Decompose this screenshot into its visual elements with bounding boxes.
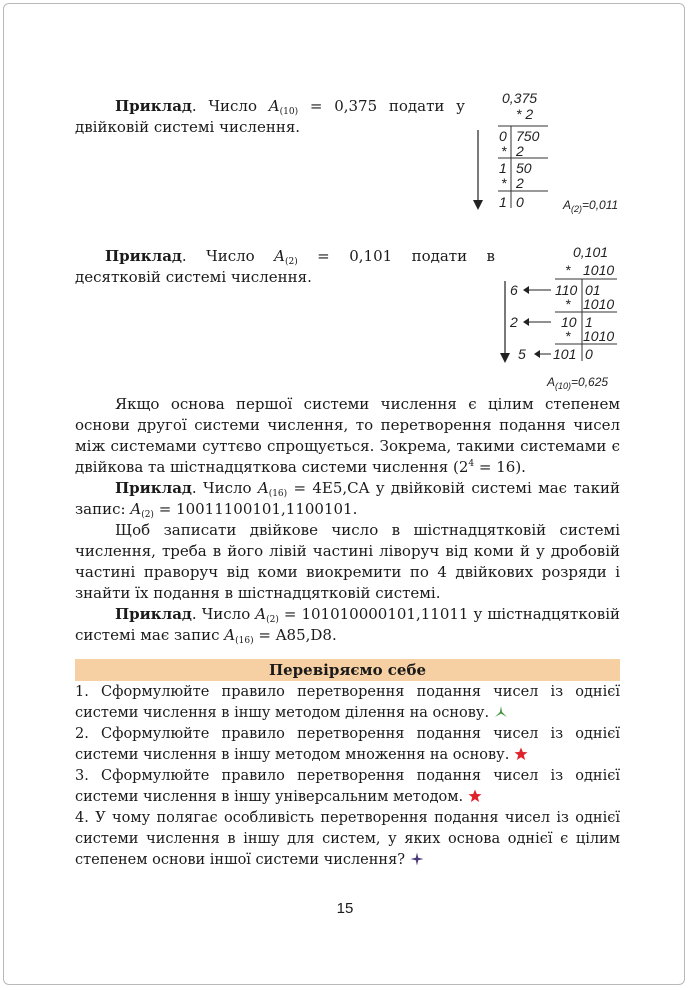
example-2-text: Приклад. Число $A_{(2)} = 0,101$ подати в десятковій системі числення. bbox=[75, 247, 496, 286]
red-star-icon bbox=[468, 789, 482, 803]
calc-2-result: $A_{(10)}=0,625$ bbox=[547, 375, 609, 391]
example-1-label: Приклад bbox=[115, 97, 192, 115]
question-1: 1. Сформулюйте правило перетворення подання чисел із однієї системи числення в іншу методом ділення на основу. bbox=[75, 684, 620, 721]
example-1-text: Приклад. Число $A_{(10)} = 0,375$ подати у двійковій системі числення. bbox=[75, 97, 465, 136]
example-4-text: Приклад. Число $A_{(2)} = 101010000101,11011$ у шістнадцятковій системі має запис $A_{(16)} = A85,D8$. bbox=[75, 605, 620, 646]
question-3: 3. Сформулюйте правило перетворення подання чисел із однієї системи числення в іншу універсальним методом. bbox=[75, 768, 620, 805]
green-tripod-icon bbox=[494, 705, 508, 719]
example-3-text: Приклад. Число $A_{(16)} = 4E5,CA$ у двійковій системі має такий запис: $A_{(2)} = 10011100101,1100101$. bbox=[75, 479, 620, 520]
calc-1-result: $A_{(2)}=0,011$ bbox=[563, 198, 619, 214]
example-2-label: Приклад bbox=[105, 247, 182, 265]
example-3-label: Приклад bbox=[115, 479, 192, 497]
example-4-label: Приклад bbox=[115, 605, 192, 623]
question-4: 4. У чому полягає особливість перетворення подання чисел із однієї системи числення в іншу для систем, у яких основа однієї є цілим степенем основи іншої системи числення? bbox=[75, 810, 620, 868]
self-check-header: Перевіряємо себе bbox=[75, 659, 620, 681]
page-number: 15 bbox=[336, 900, 354, 917]
calc-decimal-to-binary: 0,375 * 2 0 750 * 2 1 50 * 2 1 0 $A_{(2)}=0,011$ bbox=[470, 88, 640, 218]
purple-sparkle-icon bbox=[410, 852, 424, 866]
red-star-icon bbox=[514, 747, 528, 761]
question-2: 2. Сформулюйте правило перетворення подання чисел із однієї системи числення в іншу методом множення на основу. bbox=[75, 726, 620, 763]
paragraph-grouping: Щоб записати двійкове число в шістнадцятковій системі числення, треба в його лівій частині ліворуч від коми й у дробовій частині праворуч від коми виокремити по 4 двійкових розряди і знайти їх подання в шістнадцятковій системі. bbox=[75, 521, 620, 602]
paragraph-power-bases: Якщо основа першої системи числення є цілим степенем основи другої системи числення, то перетворення подання чисел між системами суттєво спрощується. Зокрема, такими системами є двійкова та шістнадцяткова системи числення $(2^4 = 16)$. bbox=[75, 395, 620, 476]
calc-binary-to-decimal: 0,101 * 1010 6 110 01 * 1010 2 10 1 * 1010 5 101 0 $A_{(10)}=0,625$ bbox=[495, 243, 640, 393]
